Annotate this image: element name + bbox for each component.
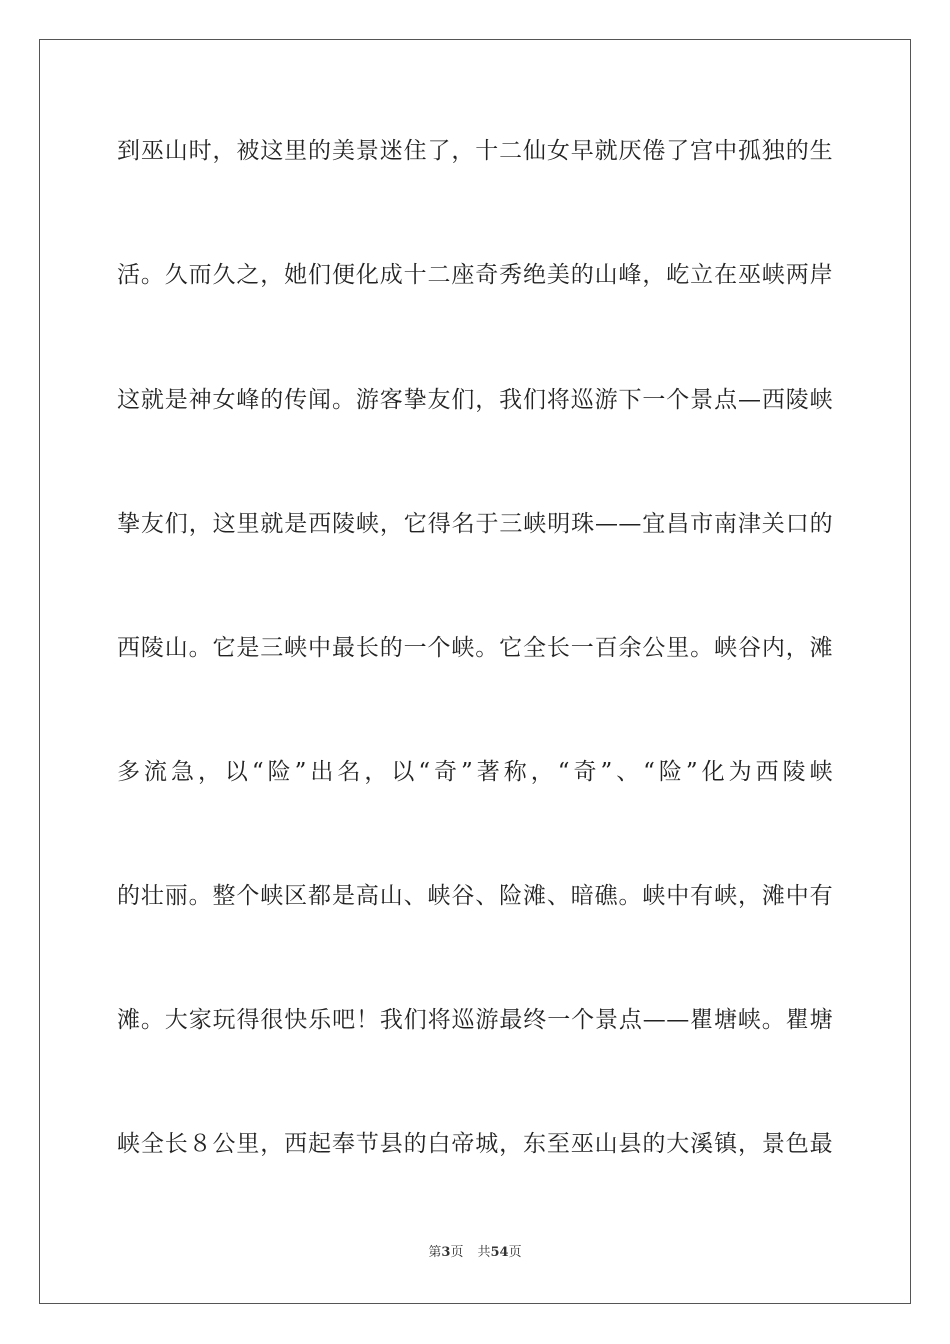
total-pages: 54 [490,1245,509,1260]
page-suffix: 页 [450,1245,464,1260]
text-line-8: 滩。大家玩得很快乐吧！我们将巡游最终一个景点——瞿塘峡。瞿塘 [117,1007,833,1033]
text-line-2: 活。久而久之，她们便化成十二座奇秀绝美的山峰，屹立在巫峡两岸 [117,262,833,288]
total-prefix: 共 [477,1245,491,1260]
text-line-7: 的壮丽。整个峡区都是高山、峡谷、险滩、暗礁。峡中有峡，滩中有 [117,883,833,909]
text-line-1: 到巫山时，被这里的美景迷住了，十二仙女早就厌倦了宫中孤独的生 [117,138,833,164]
text-line-4: 挚友们，这里就是西陵峡，它得名于三峡明珠——宜昌市南津关口的 [117,511,833,537]
text-line-5: 西陵山。它是三峡中最长的一个峡。它全长一百余公里。峡谷内，滩 [117,635,833,661]
text-line-3: 这就是神女峰的传闻。游客挚友们，我们将巡游下一个景点—西陵峡 [117,387,833,413]
text-line-6: 多流急，以“险”出名，以“奇”著称，“奇”、“险”化为西陵峡 [117,759,833,785]
text-line-9: 峡全长８公里，西起奉节县的白帝城，东至巫山县的大溪镇，景色最 [117,1131,833,1157]
page-footer [0,1244,950,1262]
total-suffix: 页 [508,1245,522,1260]
page-number: 3 [441,1245,451,1260]
page-border [39,39,911,1304]
page-prefix: 第 [428,1245,442,1260]
